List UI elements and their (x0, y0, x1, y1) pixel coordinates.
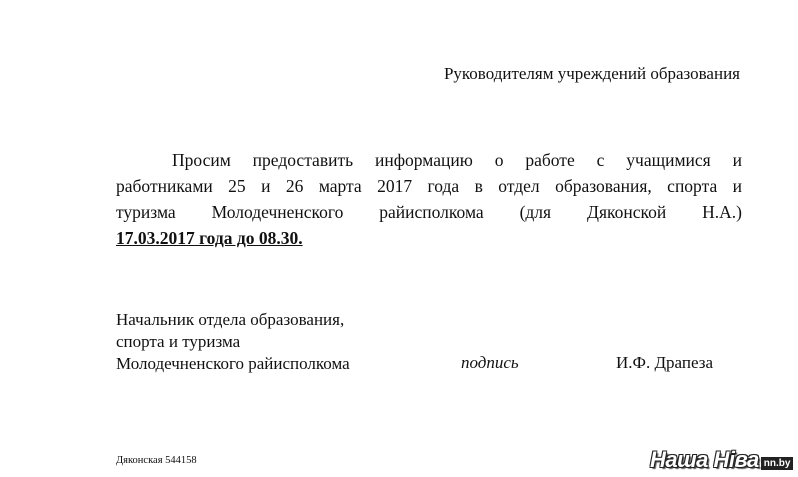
signatory-title-line: Молодечненского райисполкома (116, 354, 350, 373)
paragraph-line: туризма Молодечненского райисполкома (для Дяконской Н.А.) (116, 202, 742, 222)
signatory-title-line: Начальник отдела образования, (116, 310, 345, 329)
deadline-text: 17.03.2017 года до 08.30. (116, 228, 303, 248)
paragraph-line: Просим предоставить информацию о работе с учащимися и (172, 150, 742, 170)
contact-footnote: Дяконская 544158 (116, 455, 197, 466)
watermark-logo (650, 446, 793, 474)
watermark-logo-badge: nn.by (761, 457, 794, 470)
signatory-name: И.Ф. Драпеза (616, 353, 713, 372)
addressee-heading: Руководителям учреждений образования (443, 64, 740, 83)
signatory-title-line: спорта и туризма (116, 332, 241, 351)
watermark-logo-text: Наша Ніва (650, 447, 759, 472)
signatory-title (116, 309, 350, 375)
paragraph-line: работниками 25 и 26 марта 2017 года в отдел образования, спорта и (116, 176, 742, 196)
signature-placeholder: подпись (461, 353, 519, 372)
request-paragraph (116, 147, 742, 251)
